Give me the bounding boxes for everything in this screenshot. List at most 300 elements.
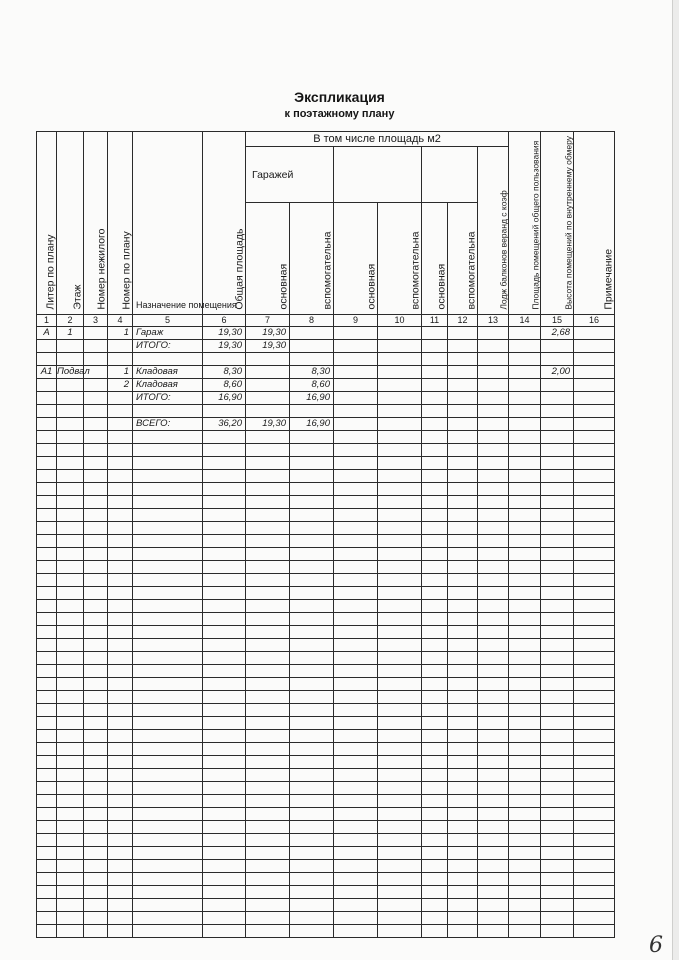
- table-cell: [57, 677, 84, 690]
- table-cell: [290, 352, 334, 365]
- table-cell: [290, 924, 334, 937]
- table-cell: [290, 911, 334, 924]
- table-cell: [509, 482, 541, 495]
- table-cell: [574, 664, 615, 677]
- table-cell: [37, 807, 57, 820]
- table-cell: [290, 638, 334, 651]
- col-nomer-po-planu-header: Номер по плану: [108, 132, 133, 315]
- empty-table-row: [37, 898, 615, 911]
- table-cell: [574, 716, 615, 729]
- table-cell: [378, 638, 422, 651]
- table-cell: [203, 729, 246, 742]
- table-cell: [334, 820, 378, 833]
- column-number: 9: [334, 314, 378, 326]
- table-cell: [290, 742, 334, 755]
- table-row: [37, 326, 615, 339]
- table-cell: [108, 781, 133, 794]
- table-cell: [541, 534, 574, 547]
- column-number: 14: [509, 314, 541, 326]
- table-cell: [541, 898, 574, 911]
- table-cell: [378, 872, 422, 885]
- table-cell: [108, 391, 133, 404]
- table-cell: [246, 664, 290, 677]
- table-cell: [203, 898, 246, 911]
- table-cell: [108, 352, 133, 365]
- table-cell: [422, 339, 448, 352]
- table-cell: [203, 534, 246, 547]
- table-cell: [378, 664, 422, 677]
- table-cell: [541, 768, 574, 781]
- empty-table-row: [37, 794, 615, 807]
- area-group-header: В том числе площадь м2: [246, 132, 509, 147]
- table-cell: [422, 573, 448, 586]
- table-cell: [541, 469, 574, 482]
- table-cell: [84, 872, 108, 885]
- table-row: [37, 378, 615, 391]
- table-cell: [133, 586, 203, 599]
- table-cell: [57, 781, 84, 794]
- table-cell: [478, 352, 509, 365]
- table-cell: [334, 456, 378, 469]
- table-cell: [133, 573, 203, 586]
- table-cell: [422, 651, 448, 664]
- table-cell: [478, 547, 509, 560]
- table-cell: [57, 898, 84, 911]
- table-cell: [448, 768, 478, 781]
- empty-table-row: [37, 651, 615, 664]
- col-vspomogat-2-header: вспомогательна: [378, 203, 422, 314]
- empty-table-row: [37, 755, 615, 768]
- table-cell: [37, 898, 57, 911]
- empty-table-row: [37, 807, 615, 820]
- table-cell: [541, 846, 574, 859]
- table-cell: [378, 677, 422, 690]
- header-row-1: [37, 132, 615, 147]
- table-cell: [133, 755, 203, 768]
- table-cell: [203, 521, 246, 534]
- table-cell: [37, 768, 57, 781]
- table-cell: [203, 703, 246, 716]
- table-cell: [334, 794, 378, 807]
- table-cell: [334, 677, 378, 690]
- table-cell: [108, 547, 133, 560]
- table-cell: [246, 378, 290, 391]
- table-cell: [290, 703, 334, 716]
- table-cell: [37, 378, 57, 391]
- table-cell: [84, 768, 108, 781]
- table-cell: [422, 521, 448, 534]
- table-cell: [509, 326, 541, 339]
- table-cell: [334, 924, 378, 937]
- table-cell: [574, 339, 615, 352]
- table-cell: [57, 807, 84, 820]
- empty-table-row: [37, 716, 615, 729]
- table-cell: [422, 352, 448, 365]
- empty-table-row: [37, 781, 615, 794]
- table-cell: [378, 326, 422, 339]
- table-cell: [478, 378, 509, 391]
- table-cell: [509, 690, 541, 703]
- table-cell: [422, 638, 448, 651]
- table-cell: [203, 716, 246, 729]
- table-cell: [378, 716, 422, 729]
- table-cell: [37, 612, 57, 625]
- page-number: 6: [649, 933, 663, 958]
- table-cell: [448, 807, 478, 820]
- table-cell: [334, 625, 378, 638]
- table-cell: [246, 404, 290, 417]
- table-cell: [37, 469, 57, 482]
- table-cell: [203, 573, 246, 586]
- table-cell: [203, 612, 246, 625]
- table-cell: [246, 482, 290, 495]
- table-cell: 1: [108, 326, 133, 339]
- table-cell: [108, 768, 133, 781]
- table-cell: [203, 495, 246, 508]
- table-cell: [541, 573, 574, 586]
- table-cell: [378, 924, 422, 937]
- table-cell: [509, 547, 541, 560]
- table-cell: [448, 820, 478, 833]
- table-cell: [541, 417, 574, 430]
- table-cell: [541, 690, 574, 703]
- table-cell: [203, 586, 246, 599]
- table-cell: [378, 560, 422, 573]
- table-cell: [84, 456, 108, 469]
- table-cell: [334, 859, 378, 872]
- table-cell: [84, 339, 108, 352]
- table-cell: [378, 781, 422, 794]
- table-cell: [509, 352, 541, 365]
- table-cell: [133, 911, 203, 924]
- table-cell: [108, 677, 133, 690]
- table-cell: [334, 651, 378, 664]
- table-cell: [57, 599, 84, 612]
- table-cell: [509, 820, 541, 833]
- empty-table-row: [37, 742, 615, 755]
- column-number-row: [37, 314, 615, 326]
- table-cell: [246, 833, 290, 846]
- table-cell: [290, 495, 334, 508]
- table-cell: [422, 677, 448, 690]
- empty-table-row: [37, 859, 615, 872]
- table-cell: [133, 469, 203, 482]
- table-cell: [378, 690, 422, 703]
- table-cell: [478, 456, 509, 469]
- table-cell: [203, 859, 246, 872]
- table-row: [37, 352, 615, 365]
- table-cell: [246, 638, 290, 651]
- table-cell: [478, 872, 509, 885]
- table-cell: [290, 846, 334, 859]
- table-cell: [334, 716, 378, 729]
- table-cell: [574, 924, 615, 937]
- table-cell: [203, 404, 246, 417]
- table-cell: [448, 534, 478, 547]
- table-cell: [203, 833, 246, 846]
- table-cell: [108, 690, 133, 703]
- table-cell: [334, 534, 378, 547]
- table-cell: [37, 417, 57, 430]
- table-cell: [541, 456, 574, 469]
- table-cell: [203, 755, 246, 768]
- table-cell: [422, 560, 448, 573]
- table-cell: [448, 430, 478, 443]
- table-cell: [246, 768, 290, 781]
- table-cell: [57, 651, 84, 664]
- table-cell: [448, 521, 478, 534]
- table-cell: [448, 781, 478, 794]
- table-cell: [133, 651, 203, 664]
- table-cell: [334, 586, 378, 599]
- table-cell: [84, 560, 108, 573]
- table-cell: [246, 846, 290, 859]
- table-cell: [334, 885, 378, 898]
- table-cell: [108, 729, 133, 742]
- table-cell: [334, 547, 378, 560]
- table-cell: [37, 885, 57, 898]
- table-cell: [57, 508, 84, 521]
- table-cell: [84, 820, 108, 833]
- table-cell: [541, 911, 574, 924]
- table-cell: [448, 664, 478, 677]
- table-cell: [448, 547, 478, 560]
- table-cell: [422, 378, 448, 391]
- table-cell: [246, 521, 290, 534]
- table-cell: [574, 573, 615, 586]
- table-cell: [448, 794, 478, 807]
- table-cell: [422, 768, 448, 781]
- table-cell: [133, 729, 203, 742]
- table-cell: [133, 820, 203, 833]
- col-litera-header: Литер по плану: [37, 132, 57, 315]
- table-cell: [37, 742, 57, 755]
- table-cell: [84, 612, 108, 625]
- table-cell: [378, 521, 422, 534]
- table-cell: [448, 846, 478, 859]
- table-cell: [37, 859, 57, 872]
- table-cell: [133, 898, 203, 911]
- table-cell: [290, 508, 334, 521]
- empty-table-row: [37, 690, 615, 703]
- table-cell: 2,68: [541, 326, 574, 339]
- table-cell: [246, 781, 290, 794]
- table-cell: 8,30: [290, 365, 334, 378]
- table-cell: [541, 807, 574, 820]
- table-row: [37, 365, 615, 378]
- table-cell: [37, 911, 57, 924]
- table-cell: [133, 690, 203, 703]
- table-cell: [133, 768, 203, 781]
- table-cell: [37, 391, 57, 404]
- table-cell: [133, 508, 203, 521]
- table-cell: [57, 911, 84, 924]
- table-cell: [133, 664, 203, 677]
- table-cell: [108, 534, 133, 547]
- table-cell: [574, 651, 615, 664]
- table-cell: [509, 911, 541, 924]
- empty-table-row: [37, 547, 615, 560]
- table-cell: [133, 872, 203, 885]
- table-cell: [541, 781, 574, 794]
- table-cell: [478, 521, 509, 534]
- table-cell: ИТОГО:: [133, 391, 203, 404]
- table-cell: [108, 430, 133, 443]
- table-cell: [133, 612, 203, 625]
- table-cell: [57, 352, 84, 365]
- table-cell: [378, 885, 422, 898]
- table-cell: 1: [108, 365, 133, 378]
- table-cell: [334, 781, 378, 794]
- table-cell: [422, 885, 448, 898]
- table-cell: [108, 820, 133, 833]
- table-cell: [509, 573, 541, 586]
- table-cell: [57, 794, 84, 807]
- table-cell: [246, 690, 290, 703]
- table-cell: [378, 768, 422, 781]
- empty-table-row: [37, 729, 615, 742]
- table-cell: [84, 599, 108, 612]
- table-cell: [57, 391, 84, 404]
- table-cell: [378, 755, 422, 768]
- table-cell: [334, 430, 378, 443]
- table-cell: [203, 352, 246, 365]
- table-cell: [541, 391, 574, 404]
- table-cell: [290, 859, 334, 872]
- table-cell: [203, 651, 246, 664]
- table-cell: [133, 703, 203, 716]
- table-cell: [574, 703, 615, 716]
- table-cell: [246, 820, 290, 833]
- table-cell: [133, 456, 203, 469]
- table-cell: [541, 560, 574, 573]
- table-cell: [108, 573, 133, 586]
- table-cell: [422, 833, 448, 846]
- table-cell: [246, 443, 290, 456]
- table-cell: [290, 326, 334, 339]
- table-cell: [57, 404, 84, 417]
- table-cell: [422, 703, 448, 716]
- table-cell: [509, 638, 541, 651]
- empty-table-row: [37, 521, 615, 534]
- table-cell: [541, 716, 574, 729]
- table-cell: [246, 365, 290, 378]
- table-cell: [133, 833, 203, 846]
- table-cell: [509, 625, 541, 638]
- table-cell: [448, 859, 478, 872]
- table-cell: [574, 521, 615, 534]
- table-cell: [478, 742, 509, 755]
- document-subtitle: к поэтажному плану: [284, 108, 395, 120]
- table-cell: [334, 742, 378, 755]
- table-cell: [378, 443, 422, 456]
- table-cell: [203, 456, 246, 469]
- table-cell: [574, 807, 615, 820]
- table-cell: [84, 417, 108, 430]
- table-cell: [108, 560, 133, 573]
- table-cell: [37, 547, 57, 560]
- table-cell: [108, 846, 133, 859]
- table-cell: [509, 859, 541, 872]
- table-cell: [290, 521, 334, 534]
- table-cell: [37, 781, 57, 794]
- table-cell: [57, 612, 84, 625]
- table-cell: [84, 898, 108, 911]
- table-cell: [448, 872, 478, 885]
- table-cell: 2,00: [541, 365, 574, 378]
- col-vspomogat-garage-header: вспомогательна: [290, 203, 334, 314]
- table-cell: [509, 729, 541, 742]
- table-cell: [84, 885, 108, 898]
- empty-table-row: [37, 456, 615, 469]
- table-cell: Кладовая: [133, 365, 203, 378]
- table-cell: [290, 872, 334, 885]
- table-cell: [509, 339, 541, 352]
- table-cell: [509, 703, 541, 716]
- table-cell: [108, 456, 133, 469]
- empty-table-row: [37, 664, 615, 677]
- table-cell: [422, 729, 448, 742]
- table-cell: [574, 495, 615, 508]
- table-cell: [84, 859, 108, 872]
- table-cell: [509, 833, 541, 846]
- table-cell: [246, 456, 290, 469]
- col-osnovnaya-2-header: основная: [334, 203, 378, 314]
- table-cell: [334, 560, 378, 573]
- table-cell: [246, 742, 290, 755]
- table-cell: [37, 430, 57, 443]
- table-cell: [37, 443, 57, 456]
- table-cell: [422, 443, 448, 456]
- table-cell: [84, 651, 108, 664]
- table-cell: [108, 417, 133, 430]
- table-cell: [334, 508, 378, 521]
- table-cell: [422, 898, 448, 911]
- empty-table-row: [37, 625, 615, 638]
- table-cell: [448, 469, 478, 482]
- table-cell: [203, 820, 246, 833]
- table-cell: [509, 378, 541, 391]
- table-cell: [290, 820, 334, 833]
- empty-table-row: [37, 885, 615, 898]
- table-cell: [246, 807, 290, 820]
- table-cell: [203, 469, 246, 482]
- table-cell: ВСЕГО:: [133, 417, 203, 430]
- table-cell: [84, 521, 108, 534]
- table-cell: [133, 846, 203, 859]
- table-cell: [422, 820, 448, 833]
- table-cell: [448, 365, 478, 378]
- table-cell: [290, 560, 334, 573]
- blank-subheader-2: [422, 147, 478, 203]
- table-cell: [378, 404, 422, 417]
- table-cell: [203, 690, 246, 703]
- table-cell: [290, 807, 334, 820]
- table-cell: [84, 573, 108, 586]
- table-cell: [541, 833, 574, 846]
- table-cell: [133, 404, 203, 417]
- table-cell: [108, 482, 133, 495]
- table-cell: [378, 729, 422, 742]
- table-cell: 19,30: [246, 339, 290, 352]
- table-cell: [509, 846, 541, 859]
- table-cell: [478, 729, 509, 742]
- table-cell: [108, 586, 133, 599]
- table-cell: [378, 807, 422, 820]
- table-cell: [246, 703, 290, 716]
- table-cell: [478, 833, 509, 846]
- col-obshaya-header: Общая площадь: [203, 132, 246, 315]
